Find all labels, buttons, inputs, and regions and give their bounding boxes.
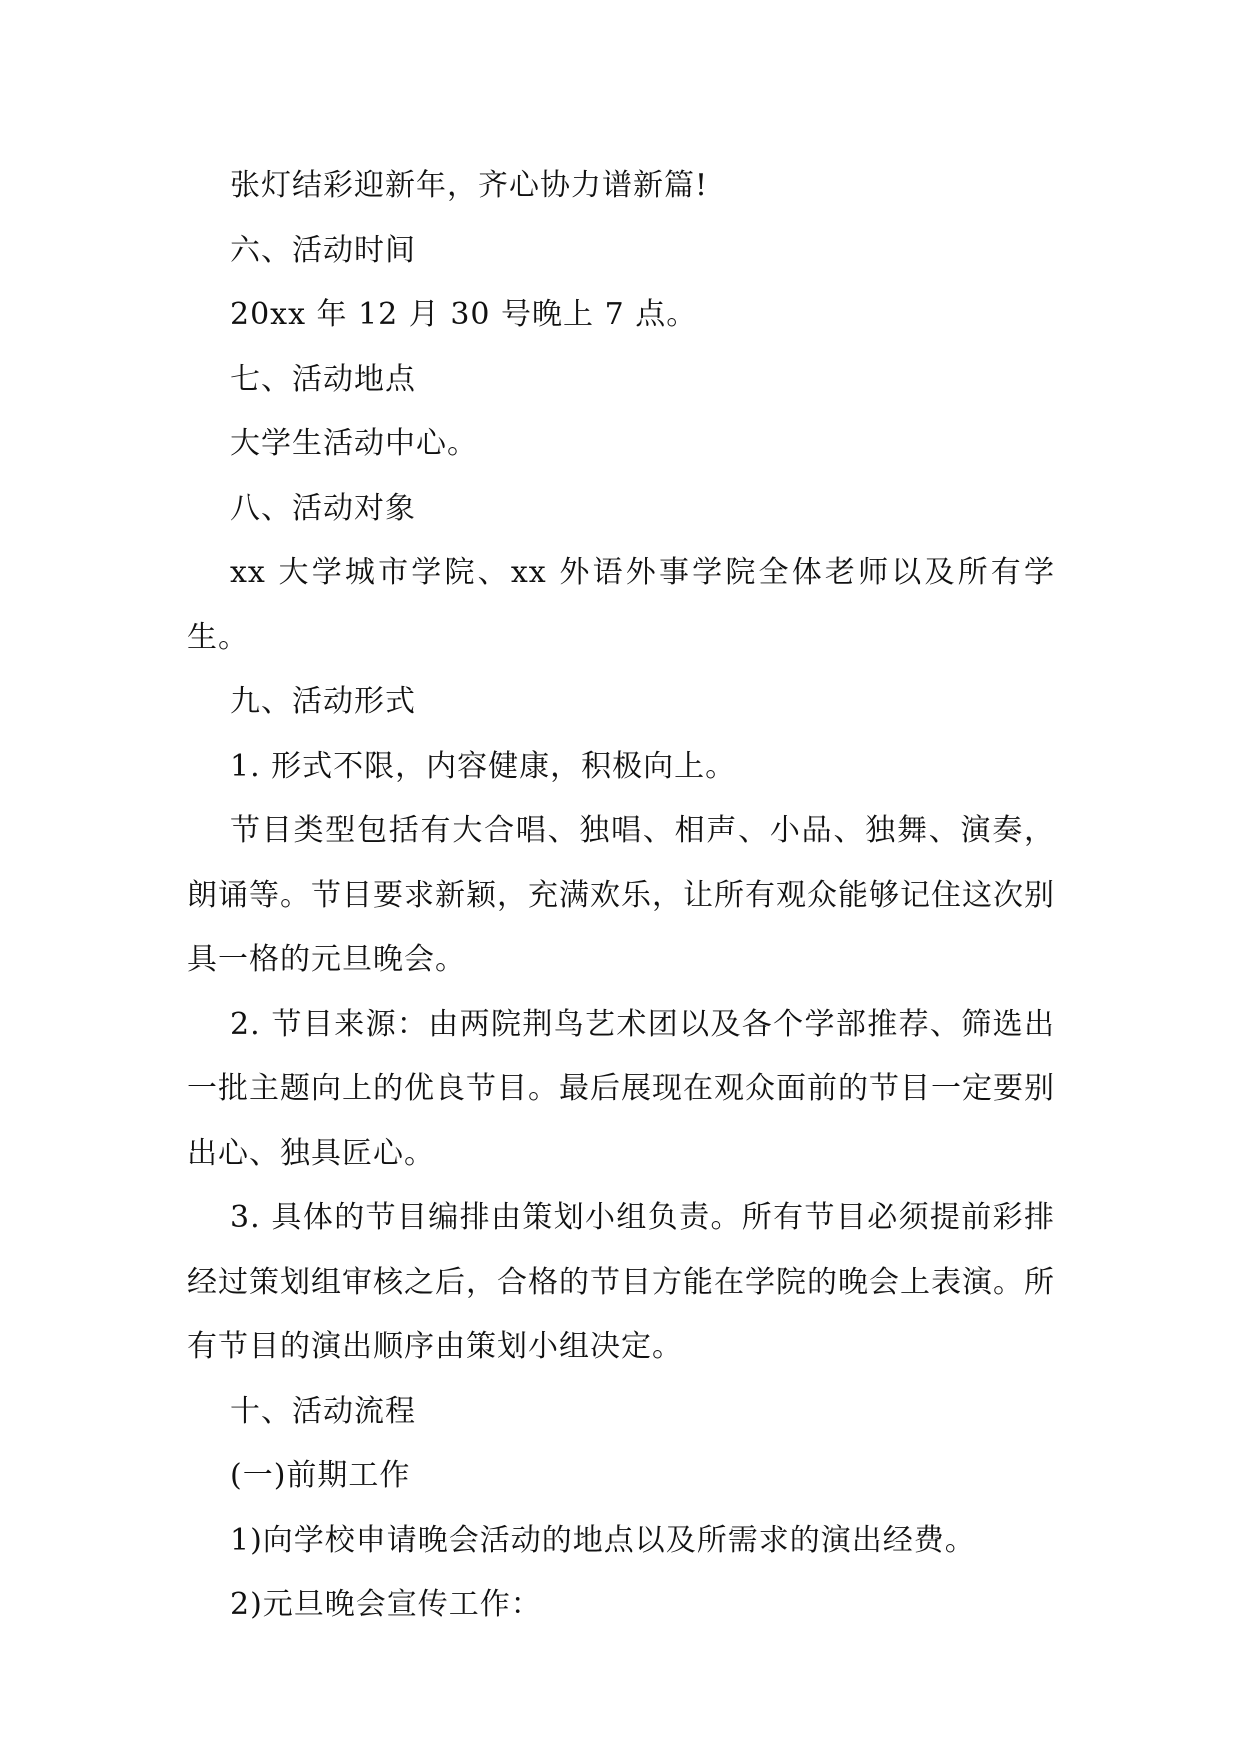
section-heading-process: 十、活动流程 <box>230 1393 416 1429</box>
activity-audience-paragraph: xx 大学城市学院、xx 外语外事学院全体老师以及所有学生。 <box>187 555 1055 655</box>
format-item-1: 1. 形式不限，内容健康，积极向上。 <box>230 748 737 784</box>
preparation-item-1: 1)向学校申请晚会活动的地点以及所需求的演出经费。 <box>230 1522 976 1558</box>
section-heading-location: 七、活动地点 <box>230 361 416 397</box>
section-heading-audience: 八、活动对象 <box>230 490 416 526</box>
document-body <box>187 154 1055 1638</box>
program-types-paragraph: 节目类型包括有大合唱、独唱、相声、小品、独舞、演奏，朗诵等。节目要求新颖，充满欢乐，让所有观众能够记住这次别具一格的元旦晚会。 <box>187 813 1055 977</box>
slogan-paragraph: 张灯结彩迎新年，齐心协力谱新篇! <box>230 168 709 203</box>
subsection-heading-preparation: (一)前期工作 <box>230 1458 411 1493</box>
section-heading-format: 九、活动形式 <box>230 684 416 719</box>
format-item-2: 2. 节目来源：由两院荆鸟艺术团以及各个学部推荐、筛选出一批主题向上的优良节目。最后展现在观众面前的节目一定要别出心、独具匠心。 <box>187 1006 1055 1171</box>
preparation-item-2: 2)元旦晚会宣传工作： <box>230 1587 542 1622</box>
activity-time-paragraph: 20xx 年 12 月 30 号晚上 7 点。 <box>230 297 698 332</box>
format-item-3: 3. 具体的节目编排由策划小组负责。所有节目必须提前彩排经过策划组审核之后，合格的节目方能在学院的晚会上表演。所有节目的演出顺序由策划小组决定。 <box>187 1200 1055 1364</box>
activity-location-paragraph: 大学生活动中心。 <box>230 426 478 461</box>
section-heading-time: 六、活动时间 <box>230 232 416 268</box>
